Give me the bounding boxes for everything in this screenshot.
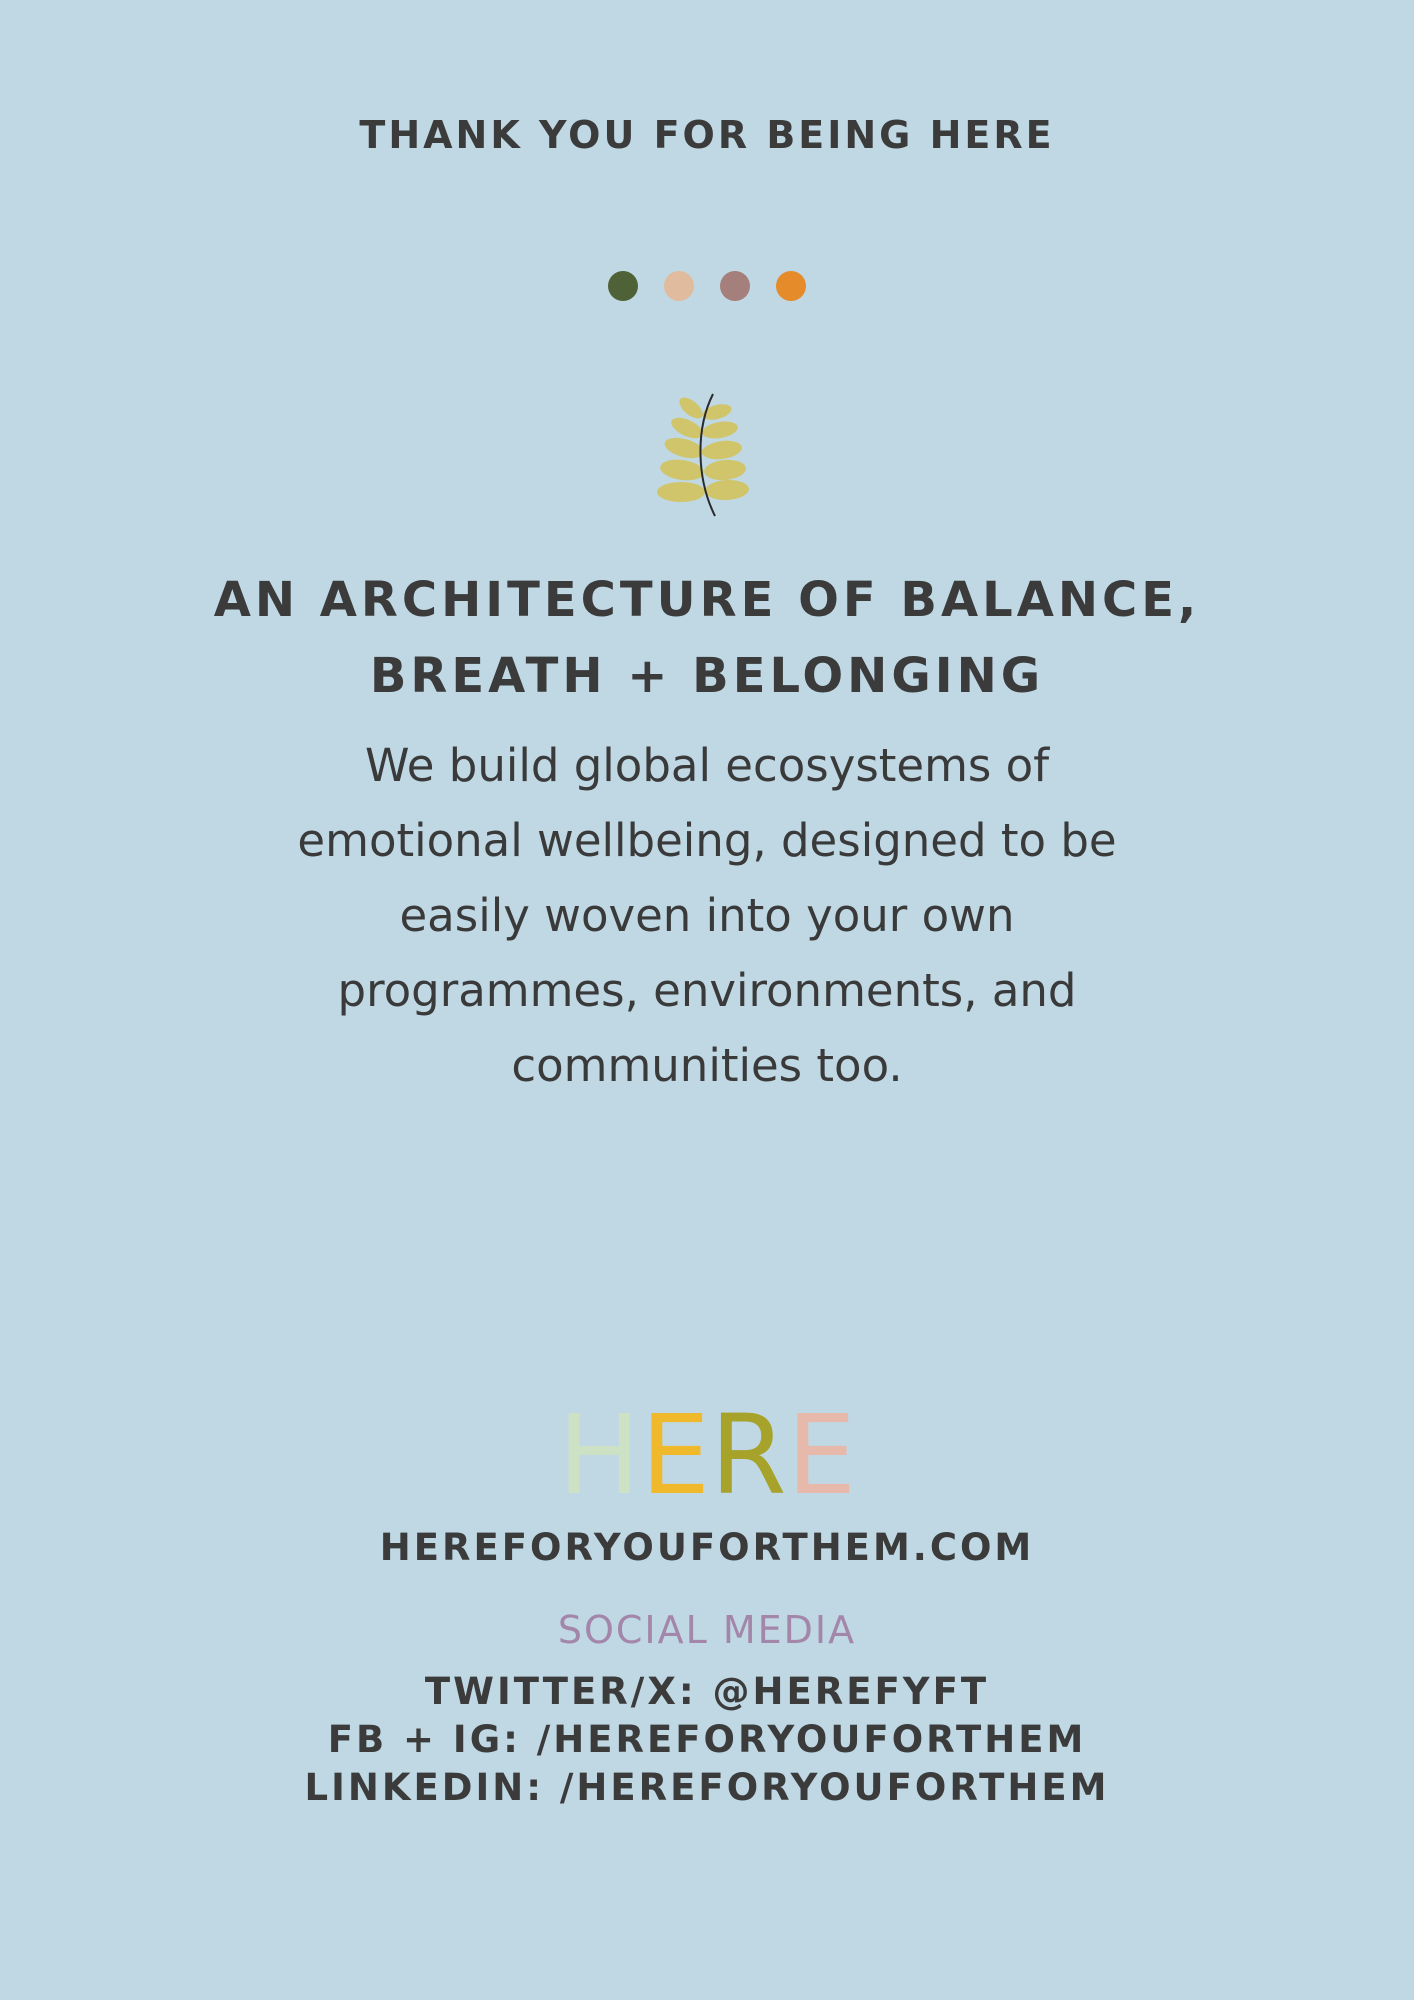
logo-letter-r: R bbox=[710, 1391, 787, 1519]
thank-you-heading: THANK YOU FOR BEING HERE bbox=[359, 113, 1055, 157]
logo-letter-e2: E bbox=[786, 1391, 857, 1519]
color-dot bbox=[608, 271, 638, 301]
headline-line-1: AN ARCHITECTURE OF BALANCE, bbox=[213, 572, 1201, 628]
website-link[interactable]: HEREFORYOUFORTHEM.COM bbox=[379, 1526, 1035, 1569]
color-dot bbox=[776, 271, 806, 301]
logo-letter-h: H bbox=[557, 1391, 641, 1519]
social-list bbox=[0, 1668, 1414, 1812]
body-paragraph: We build global ecosystems of emotional wellbeing, designed to be easily woven into your own programmes, environments, and communities too. bbox=[297, 739, 1117, 1092]
headline bbox=[0, 562, 1414, 714]
leaf-branch-icon bbox=[0, 390, 1414, 524]
headline-line-2: BREATH + BELONGING bbox=[369, 648, 1045, 704]
here-logo bbox=[0, 1390, 1414, 1520]
color-dot bbox=[720, 271, 750, 301]
social-media-label: SOCIAL MEDIA bbox=[557, 1608, 857, 1652]
social-twitter[interactable]: TWITTER/X: @HEREFYFT bbox=[424, 1670, 990, 1713]
color-dot bbox=[664, 271, 694, 301]
social-fb-ig[interactable]: FB + IG: /HEREFORYOUFORTHEM bbox=[327, 1718, 1087, 1761]
logo-letter-e: E bbox=[640, 1391, 711, 1519]
color-dots bbox=[0, 271, 1414, 301]
social-linkedin[interactable]: LINKEDIN: /HEREFORYOUFORTHEM bbox=[304, 1766, 1110, 1809]
